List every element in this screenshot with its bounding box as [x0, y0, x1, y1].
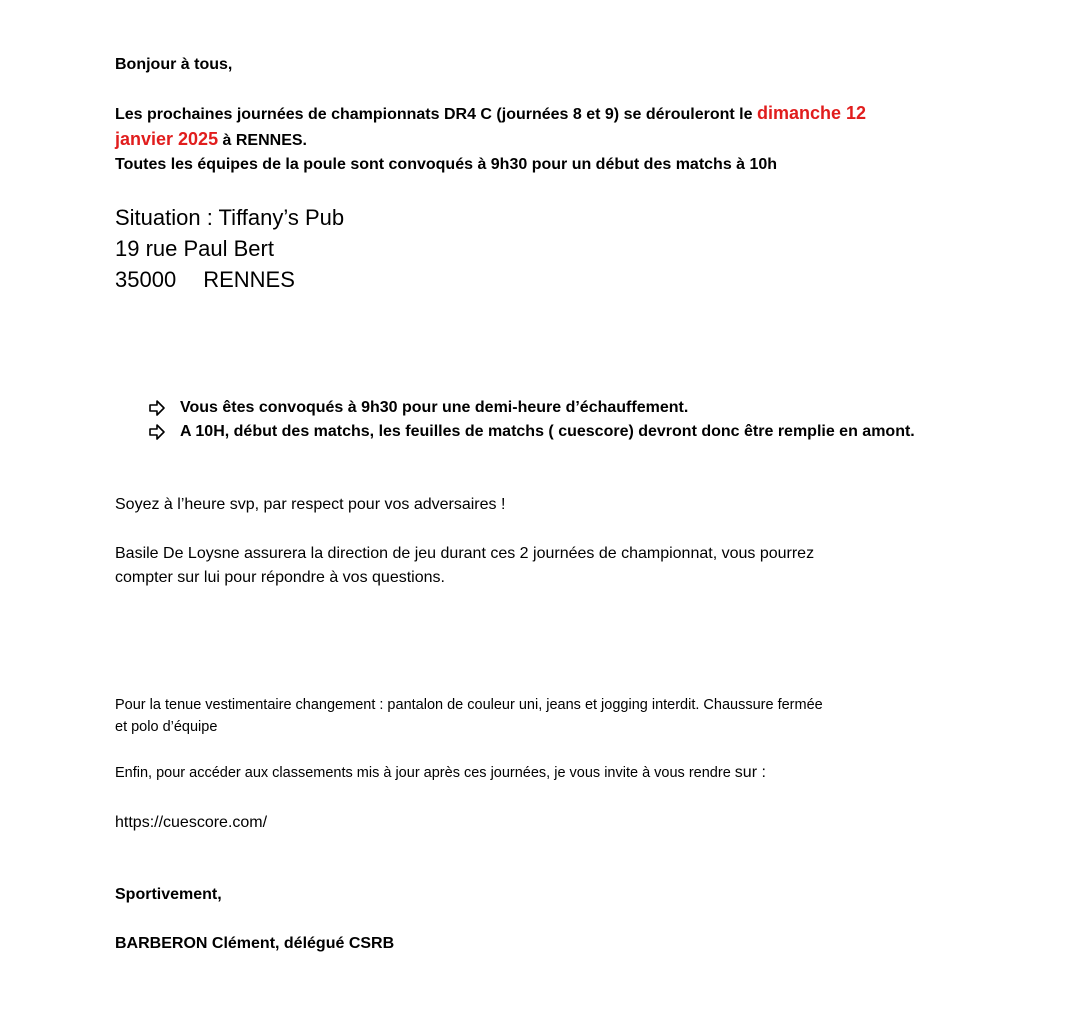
location-venue: Situation : Tiffany’s Pub [115, 205, 345, 230]
bullet-match-start: A 10H, début des matchs, les feuilles de matchs ( cuescore) devront donc être remplie en amont. [180, 423, 915, 440]
event-date-part-2: janvier 2025 [115, 129, 219, 149]
rankings-text [115, 762, 766, 784]
punctuality-note: Soyez à l’heure svp, par respect pour vos adversaires ! [115, 496, 506, 513]
closing: Sportivement, [115, 886, 222, 903]
cuescore-link[interactable]: https://cuescore.com/ [115, 814, 268, 831]
director-line-2: compter sur lui pour répondre à vos questions. [115, 569, 445, 586]
arrow-right-icon [147, 420, 167, 444]
intro-line-1 [115, 100, 866, 128]
location-city: RENNES [203, 267, 295, 292]
list-item [147, 396, 947, 420]
director-line-1: Basile De Loysne assurera la direction de jeu durant ces 2 journées de championnat, vous pourrez [115, 545, 815, 562]
list-item [147, 420, 947, 444]
dress-code-line-1: Pour la tenue vestimentaire changement : pantalon de couleur uni, jeans et jogging interdit. Chaussure fermée [115, 697, 823, 713]
greeting: Bonjour à tous, [115, 56, 233, 73]
location-postcode: 35000 [115, 267, 177, 292]
intro-line-2 [115, 126, 307, 154]
location-city-line [115, 264, 295, 295]
signature: BARBERON Clément, délégué CSRB [115, 935, 395, 952]
arrow-right-icon [147, 396, 167, 420]
bullet-warmup: Vous êtes convoqués à 9h30 pour une demi-heure d’échauffement. [180, 399, 689, 416]
rankings-text-main: Enfin, pour accéder aux classements mis à jour après ces journées, je vous invite à vous rendre [115, 765, 735, 781]
convocation-line: Toutes les équipes de la poule sont convoqués à 9h30 pour un début des matchs à 10h [115, 156, 778, 173]
rankings-text-end: sur : [734, 764, 766, 781]
event-date-part-1: dimanche 12 [756, 103, 866, 123]
location-street: 19 rue Paul Bert [115, 236, 274, 261]
dress-code-line-2: et polo d’équipe [115, 719, 218, 735]
intro-text: Les prochaines journées de championnats DR4 C (journées 8 et 9) se dérouleront le [115, 106, 757, 123]
intro-city: à RENNES. [218, 132, 307, 149]
